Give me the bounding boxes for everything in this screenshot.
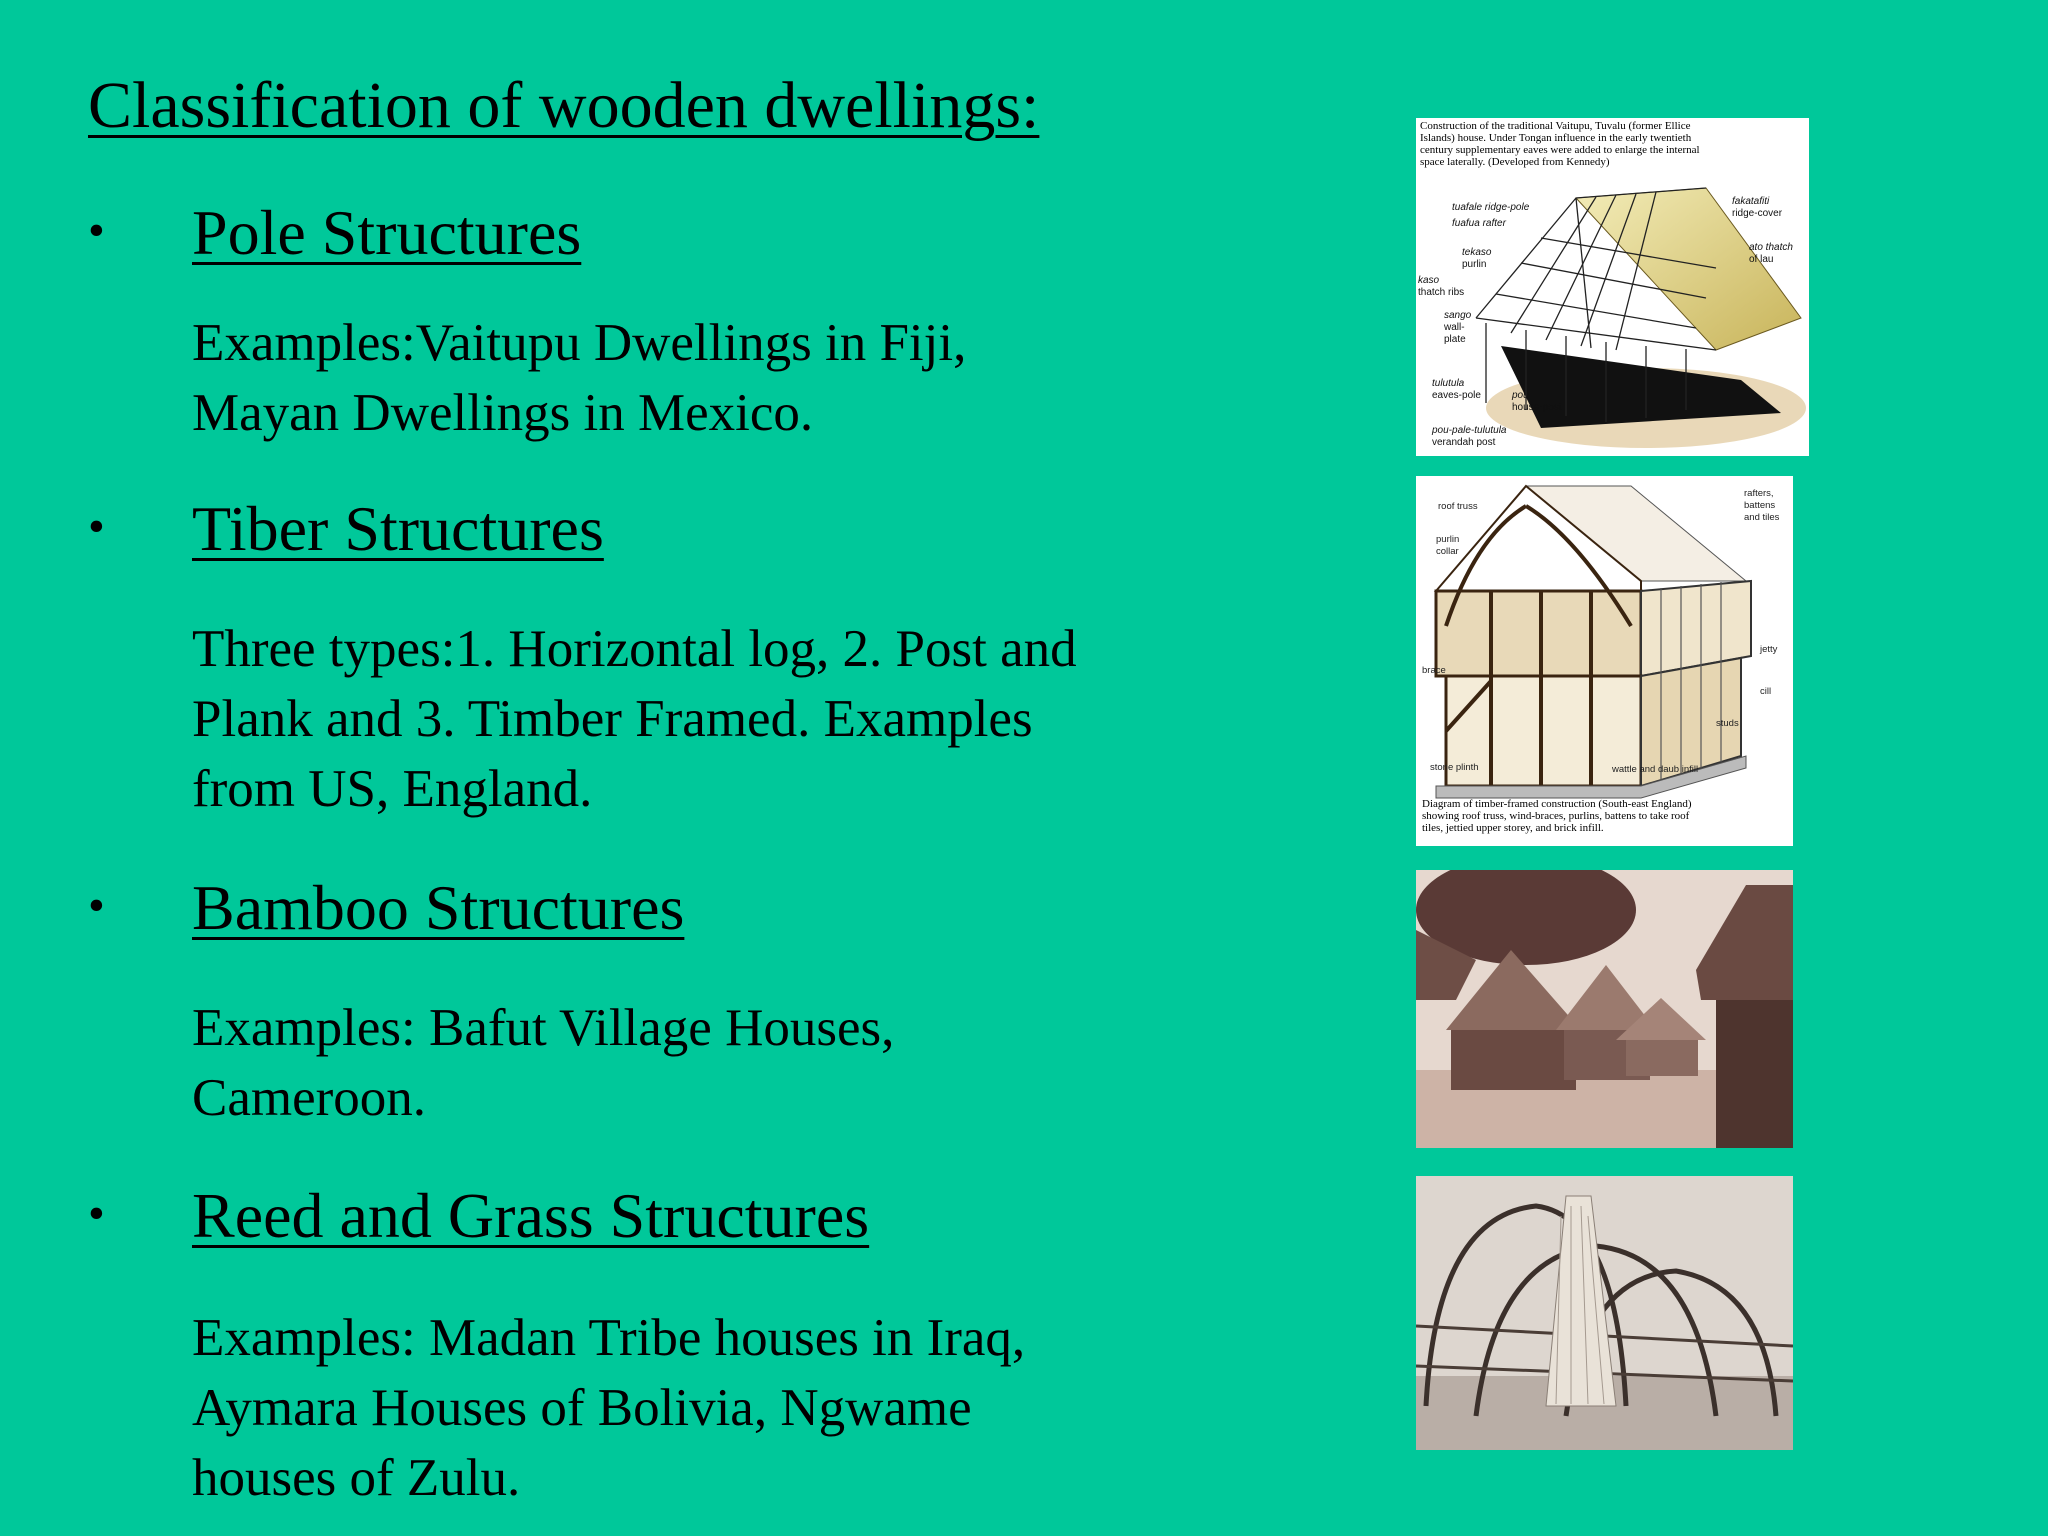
timber-diagram-svg <box>1416 476 1793 846</box>
label: kaso <box>1418 275 1440 286</box>
section-text-pole <box>192 308 1192 448</box>
section-heading-timber: Tiber Structures <box>192 493 604 564</box>
hut-wall <box>1626 1040 1698 1076</box>
label: rafters, <box>1744 488 1774 499</box>
reed-structure-photo <box>1416 1176 1793 1450</box>
section-text-timber <box>192 614 1192 824</box>
label: ridge-cover <box>1732 208 1783 219</box>
label: studs <box>1716 718 1739 729</box>
label: house-post <box>1512 402 1562 413</box>
label: pou <box>1512 390 1529 401</box>
bullet-marker: • <box>88 879 105 932</box>
timber-frame-diagram <box>1416 476 1793 846</box>
section-heading-reed: Reed and Grass Structures <box>192 1180 870 1251</box>
bullet-marker: • <box>88 204 105 257</box>
section-text-bamboo <box>192 993 1192 1133</box>
label: purlin <box>1462 259 1487 270</box>
label: eaves-pole <box>1432 390 1481 401</box>
label: ato thatch <box>1749 242 1793 253</box>
text-line: Mayan Dwellings in Mexico. <box>192 384 814 442</box>
caption-line: showing roof truss, wind-braces, purlins, battens to take roof <box>1422 810 1690 822</box>
label: wall- <box>1444 322 1465 333</box>
reed-photo-svg <box>1416 1176 1793 1450</box>
label: wattle and daub infill <box>1612 764 1699 775</box>
label: sango <box>1444 310 1472 321</box>
text-line: Three types:1. Horizontal log, 2. Post and <box>192 620 1077 678</box>
label: brace <box>1422 665 1446 676</box>
section-heading-bamboo: Bamboo Structures <box>192 872 685 943</box>
caption-line: Construction of the traditional Vaitupu, Tuvalu (former Ellice <box>1420 120 1691 132</box>
text-line: Plank and 3. Timber Framed. Examples <box>192 690 1033 748</box>
label: jetty <box>1760 644 1778 655</box>
label: purlin <box>1436 534 1460 545</box>
hut-wall <box>1451 1030 1576 1090</box>
label: collar <box>1436 546 1459 557</box>
caption-line: Islands) house. Under Tongan influence in the early twentieth <box>1420 132 1692 144</box>
label: cill <box>1760 686 1772 697</box>
label: thatch ribs <box>1418 287 1465 298</box>
section-text-reed <box>192 1303 1192 1513</box>
label: tekaso <box>1462 247 1492 258</box>
slide-title: Classification of wooden dwellings: <box>88 69 1040 142</box>
text-line: Cameroon. <box>192 1069 427 1127</box>
label: of lau <box>1749 254 1774 265</box>
bafut-photo-svg <box>1416 870 1793 1148</box>
label: fuafua rafter <box>1452 218 1506 229</box>
caption-line: Diagram of timber-framed construction (South-east England) <box>1422 798 1692 810</box>
text-line: Examples: Bafut Village Houses, <box>192 999 895 1057</box>
vaitupu-house-diagram <box>1416 118 1809 456</box>
label: verandah post <box>1432 437 1496 448</box>
label: tuafale ridge-pole <box>1452 202 1530 213</box>
label: and tiles <box>1744 512 1780 523</box>
label: stone plinth <box>1430 762 1479 773</box>
label: plate <box>1444 334 1466 345</box>
text-line: houses of Zulu. <box>192 1449 521 1507</box>
upper-storey <box>1436 591 1641 676</box>
text-line: Examples: Madan Tribe houses in Iraq, <box>192 1309 1026 1367</box>
label: pou-pale-tulutula <box>1432 425 1507 436</box>
bullet-marker: • <box>88 1187 105 1240</box>
label: fakatafiti <box>1732 196 1770 207</box>
label: tulutula <box>1432 378 1465 389</box>
caption-line: century supplementary eaves were added to enlarge the internal <box>1420 144 1700 156</box>
bafut-village-photo <box>1416 870 1793 1148</box>
caption-line: space laterally. (Developed from Kennedy) <box>1420 156 1610 168</box>
caption-line: tiles, jettied upper storey, and brick infill. <box>1422 822 1604 834</box>
text-line: Aymara Houses of Bolivia, Ngwame <box>192 1379 972 1437</box>
text-line: Examples:Vaitupu Dwellings in Fiji, <box>192 314 967 372</box>
text-line: from US, England. <box>192 760 593 818</box>
vaitupu-diagram-svg <box>1416 118 1809 456</box>
bullet-marker: • <box>88 500 105 553</box>
section-heading-pole: Pole Structures <box>192 197 582 268</box>
label: battens <box>1744 500 1776 511</box>
hut-wall-right <box>1716 1000 1793 1148</box>
label: roof truss <box>1438 501 1478 512</box>
